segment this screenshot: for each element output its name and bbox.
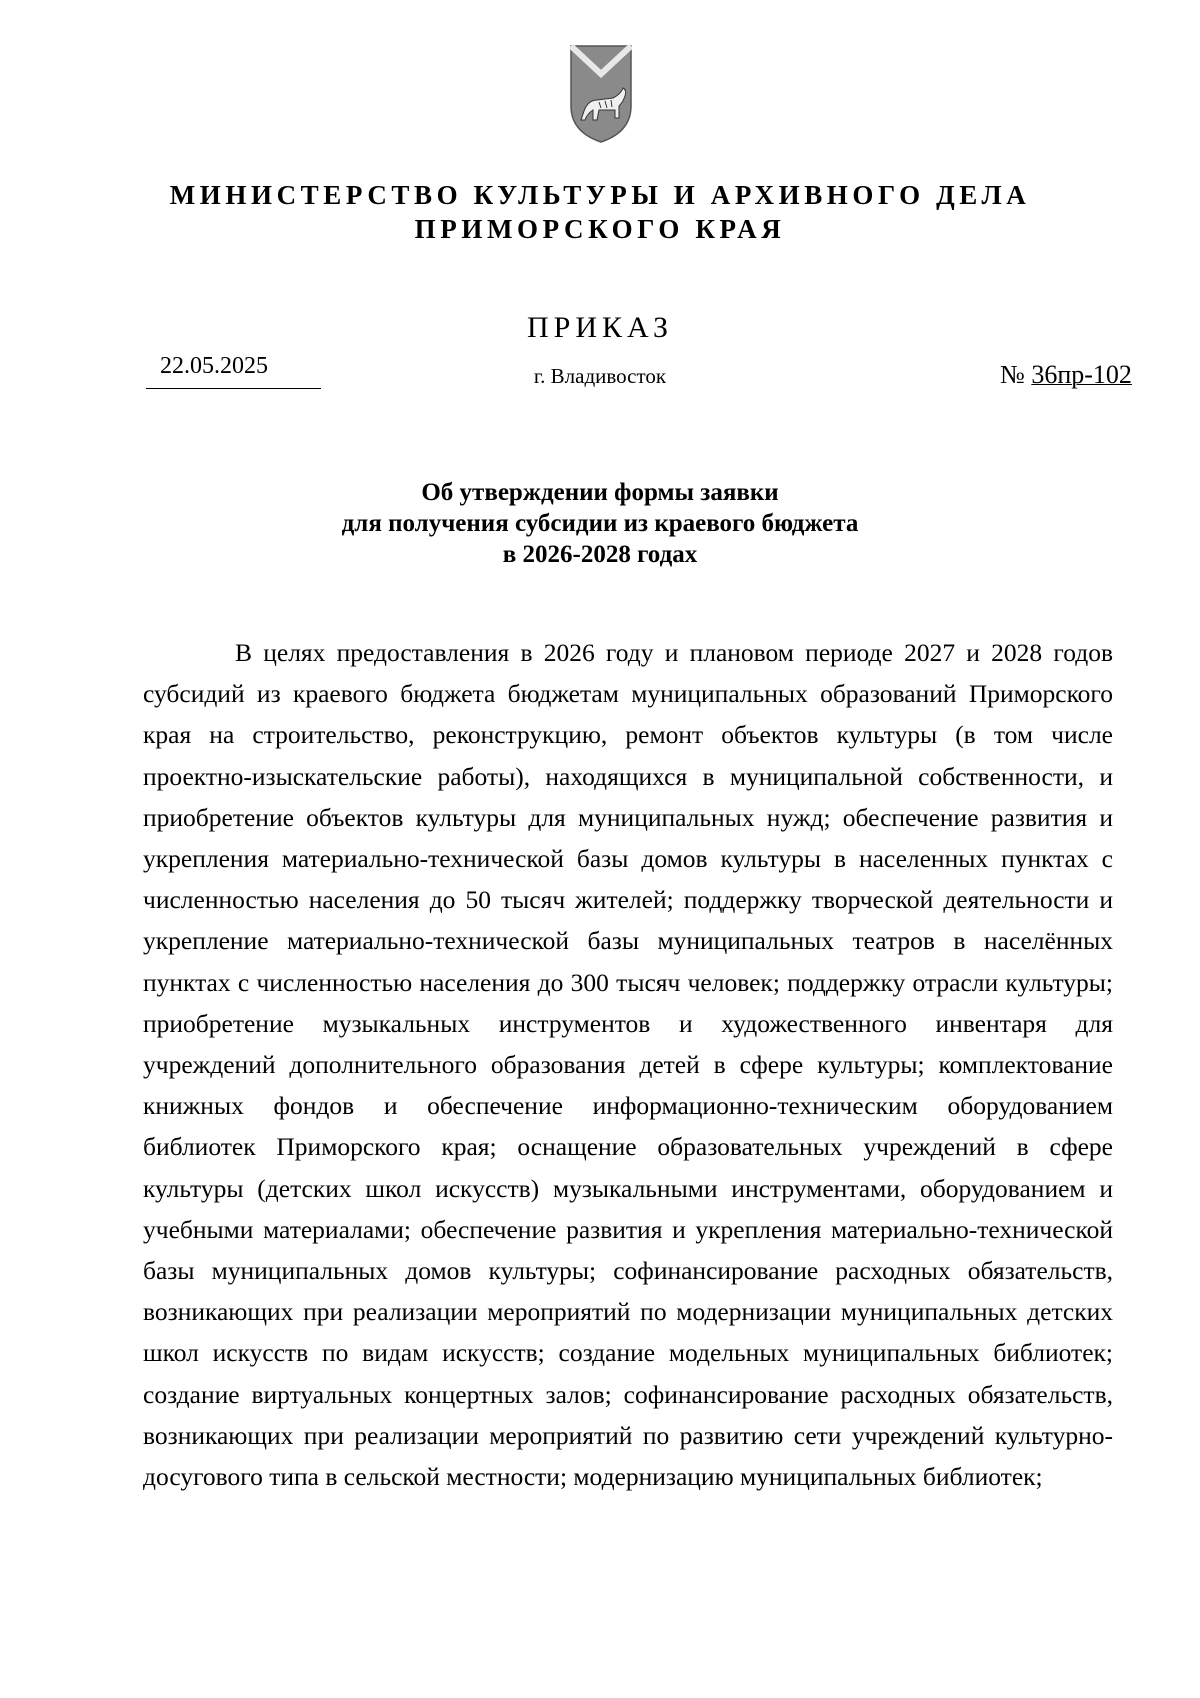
document-heading	[200, 477, 1000, 570]
order-date-value: 22.05.2025	[160, 353, 268, 379]
heading-line2: для получения субсидии из краевого бюджета	[341, 510, 859, 537]
primorsky-krai-coat-of-arms-icon	[569, 44, 633, 144]
heading-line1: Об утверждении формы заявки	[421, 479, 779, 506]
ministry-name	[120, 178, 1080, 246]
order-title: ПРИКАЗ	[527, 311, 673, 344]
order-date	[146, 352, 321, 389]
ministry-name-line2: ПРИМОРСКОГО КРАЯ	[414, 214, 786, 244]
heading-line3: в 2026-2028 годах	[502, 541, 698, 568]
order-number	[1000, 360, 1132, 390]
order-city: г. Владивосток	[533, 364, 667, 388]
body-paragraph: В целях предоставления в 2026 году и плановом периоде 2027 и 2028 годов субсидий из краевого бюджета бюджетам муниципальных образований Приморского края на строительство, реконструкцию, ремонт объектов культуры (в том числе проектно-изыскательские работы), находящихся в муниципальной собственности, и приобретение объектов культуры для муниципальных нужд; обеспечение развития и укрепления материально-технической базы домов культуры в населенных пунктах с численностью населения до 50 тысяч жителей; поддержку творческой деятельности и укрепление материально-технической базы муниципальных театров в населённых пунктах с численностью населения до 300 тысяч человек; поддержку отрасли культуры; приобретение музыкальных инструментов и художественного инвентаря для учреждений дополнительного образования детей в сфере культуры; комплектование книжных фондов и обеспечение информационно-техническим оборудованием библиотек Приморского края; оснащение образовательных учреждений в сфере культуры (детских школ искусств) музыкальными инструментами, оборудованием и учебными материалами; обеспечение развития и укрепления материально-технической базы муниципальных домов культуры; софинансирование расходных обязательств, возникающих при реализации мероприятий по модернизации муниципальных детских школ искусств по видам искусств; создание модельных муниципальных библиотек; создание виртуальных концертных залов; софинансирование расходных обязательств, возникающих при реализации мероприятий по развитию сети учреждений культурно-досугового типа в сельской местности; модернизацию муниципальных библиотек;	[143, 638, 1113, 1492]
order-number-prefix: №	[1000, 360, 1025, 389]
order-number-value: 36пр-102	[1031, 360, 1132, 389]
ministry-name-line1: МИНИСТЕРСТВО КУЛЬТУРЫ И АРХИВНОГО ДЕЛА	[169, 180, 1031, 210]
